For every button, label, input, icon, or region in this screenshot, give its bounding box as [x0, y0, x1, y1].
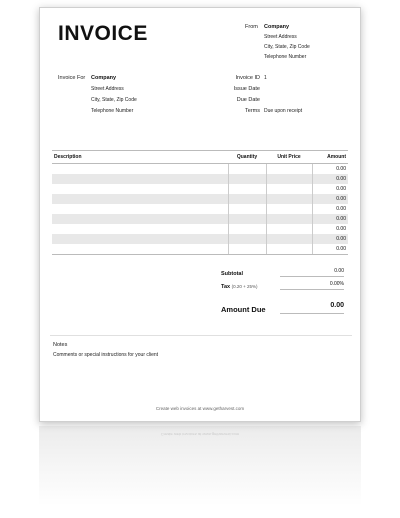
row-quantity[interactable] — [228, 194, 266, 204]
row-unit-price[interactable] — [266, 234, 312, 244]
row-quantity[interactable] — [228, 234, 266, 244]
header-quantity: Quantity — [228, 151, 266, 164]
row-description[interactable] — [52, 174, 228, 184]
amount-due-value: 0.00 — [330, 302, 344, 309]
row-quantity[interactable] — [228, 174, 266, 184]
table-row — [52, 244, 348, 255]
row-unit-price[interactable] — [266, 224, 312, 234]
notes-divider — [50, 335, 352, 336]
header-description: Description — [52, 151, 228, 164]
from-label: From — [245, 24, 258, 30]
notes-text[interactable]: Comments or special instructions for your client — [53, 352, 159, 358]
terms-value: Due upon receipt — [264, 108, 303, 114]
row-amount: 0.00 — [312, 194, 348, 204]
for-city: City, State, Zip Code — [91, 97, 137, 103]
sheet-reflection — [39, 426, 361, 506]
tax-note: (0.20 + 25%) — [231, 284, 258, 289]
terms-label: Terms — [245, 108, 260, 114]
tax-value: 0.00% — [329, 281, 344, 287]
invoice-sheet — [39, 7, 361, 422]
issue-date-label: Issue Date — [233, 86, 260, 92]
row-unit-price[interactable] — [266, 184, 312, 194]
row-quantity[interactable] — [228, 214, 266, 224]
row-description[interactable] — [52, 184, 228, 194]
line-items-table — [52, 150, 348, 255]
for-street: Street Address — [91, 86, 124, 92]
for-company: Company — [91, 75, 117, 81]
header-unit-price: Unit Price — [266, 151, 312, 164]
tax-label-text: Tax — [221, 284, 231, 290]
row-unit-price[interactable] — [266, 174, 312, 184]
amount-due-line — [280, 300, 344, 314]
from-company: Company — [264, 24, 290, 30]
row-description[interactable] — [52, 204, 228, 214]
row-description[interactable] — [52, 194, 228, 204]
row-quantity[interactable] — [228, 224, 266, 234]
table-row — [52, 164, 348, 175]
row-description[interactable] — [52, 234, 228, 244]
row-unit-price[interactable] — [266, 204, 312, 214]
tax-line — [280, 279, 344, 290]
subtotal-line — [280, 266, 344, 277]
amount-due-label: Amount Due — [221, 305, 266, 314]
notes-label: Notes — [53, 342, 68, 348]
due-date-label: Due Date — [236, 97, 260, 103]
invoice-for-label: Invoice For — [58, 75, 86, 81]
subtotal-value: 0.00 — [334, 268, 344, 274]
reflection-footer: Create web invoices at www.getharvest.com — [160, 432, 240, 437]
row-amount: 0.00 — [312, 164, 348, 175]
invoice-id-value: 1 — [264, 75, 267, 81]
tax-label — [221, 284, 258, 290]
table-row — [52, 184, 348, 194]
row-quantity[interactable] — [228, 244, 266, 255]
table-row — [52, 174, 348, 184]
row-amount: 0.00 — [312, 234, 348, 244]
row-amount: 0.00 — [312, 214, 348, 224]
table-row — [52, 224, 348, 234]
table-row — [52, 214, 348, 224]
row-quantity[interactable] — [228, 184, 266, 194]
row-amount: 0.00 — [312, 224, 348, 234]
invoice-title: INVOICE — [58, 22, 148, 45]
table-row — [52, 194, 348, 204]
subtotal-label: Subtotal — [221, 271, 243, 277]
row-description[interactable] — [52, 164, 228, 175]
row-quantity[interactable] — [228, 164, 266, 175]
table-row — [52, 204, 348, 214]
row-amount: 0.00 — [312, 184, 348, 194]
footer-link[interactable]: Create web invoices at www.getharvest.com — [155, 406, 245, 411]
from-city: City, State, Zip Code — [264, 44, 310, 50]
row-description[interactable] — [52, 244, 228, 255]
row-unit-price[interactable] — [266, 244, 312, 255]
row-amount: 0.00 — [312, 204, 348, 214]
from-phone: Telephone Number — [264, 54, 307, 60]
invoice-id-label: Invoice ID — [235, 75, 260, 81]
row-description[interactable] — [52, 214, 228, 224]
row-amount: 0.00 — [312, 174, 348, 184]
row-description[interactable] — [52, 224, 228, 234]
row-unit-price[interactable] — [266, 164, 312, 175]
table-header-row — [52, 151, 348, 164]
row-quantity[interactable] — [228, 204, 266, 214]
row-unit-price[interactable] — [266, 214, 312, 224]
for-phone: Telephone Number — [91, 108, 134, 114]
row-unit-price[interactable] — [266, 194, 312, 204]
table-row — [52, 234, 348, 244]
header-amount: Amount — [312, 151, 348, 164]
row-amount: 0.00 — [312, 244, 348, 255]
from-street: Street Address — [264, 34, 297, 40]
